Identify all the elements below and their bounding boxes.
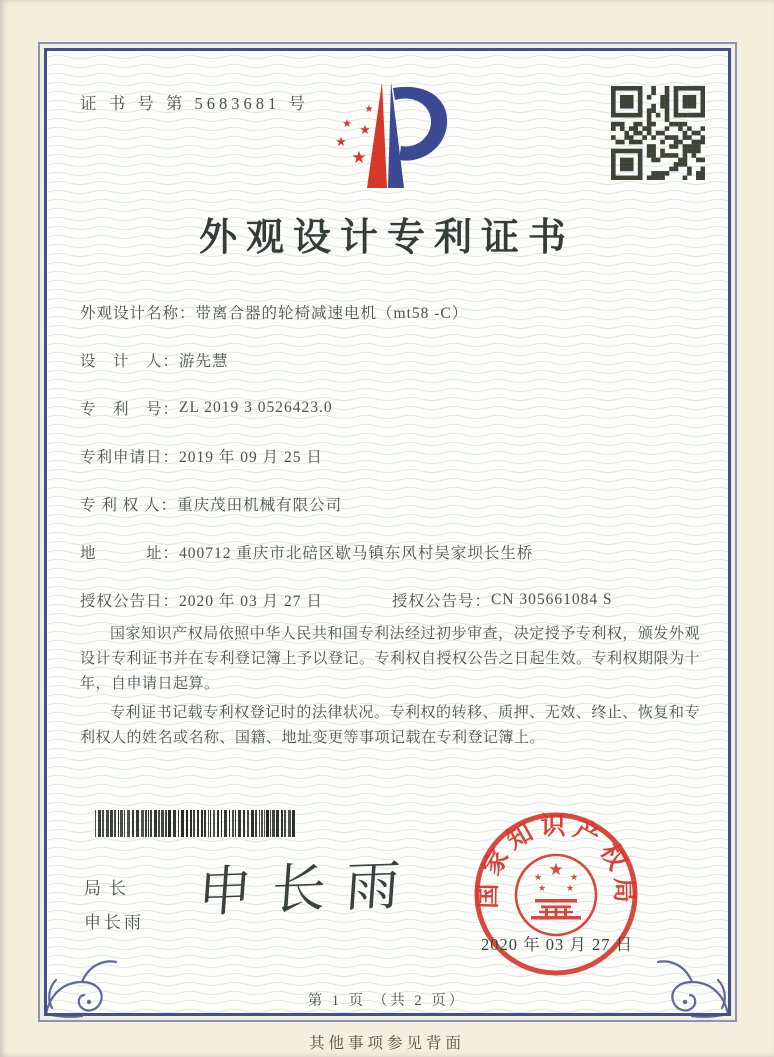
grant-number-pair bbox=[392, 576, 613, 624]
director-title-label: 局长 bbox=[84, 879, 134, 898]
grant-date-label: 授权公告日： bbox=[80, 593, 180, 610]
field-value: 400712 重庆市北碚区歇马镇东风村吴家坝长生桥 bbox=[179, 545, 534, 562]
seal-text: 国家知识产权局 bbox=[474, 813, 638, 909]
field-label: 地 址： bbox=[80, 545, 180, 562]
field-value: 2019 年 09 月 25 日 bbox=[179, 449, 323, 466]
field-label: 设 计 人： bbox=[80, 353, 180, 370]
field-filing-date bbox=[80, 432, 710, 480]
field-designer bbox=[80, 336, 710, 384]
svg-text:★: ★ bbox=[342, 117, 352, 130]
field-patent-number bbox=[80, 384, 710, 432]
field-design-name bbox=[80, 288, 710, 336]
seal-small-star-icon: ★ bbox=[533, 873, 543, 883]
seal-small-star-icon: ★ bbox=[565, 884, 575, 894]
svg-text:★: ★ bbox=[351, 148, 367, 168]
legal-paragraph-2: 专利证书记载专利权登记时的法律状况。专利权的转移、质押、无效、终止、恢复和专利权人的姓名或名称、国籍、地址变更等事项记载在专利登记簿上。 bbox=[80, 705, 700, 746]
field-value: 带离合器的轮椅减速电机（mt58 -C） bbox=[195, 305, 469, 322]
field-label: 专 利 号： bbox=[80, 401, 180, 418]
grant-number-value: CN 305661084 S bbox=[491, 591, 613, 608]
svg-text:★: ★ bbox=[364, 104, 374, 115]
field-address bbox=[80, 528, 710, 576]
corner-ornament-icon bbox=[656, 952, 732, 1022]
field-list bbox=[80, 288, 710, 624]
back-side-note: 其他事项参见背面 bbox=[308, 1035, 465, 1052]
legal-text bbox=[80, 622, 700, 755]
director-signature: 申长雨 bbox=[195, 855, 422, 923]
field-grant-announcement bbox=[80, 576, 710, 624]
seal-big-star-icon: ★ bbox=[548, 860, 564, 880]
corner-ornament-icon bbox=[42, 952, 118, 1022]
page-number: 第 1 页 （共 2 页） bbox=[307, 993, 467, 1009]
cnipa-logo-icon bbox=[303, 66, 475, 196]
director-name-label: 申长雨 bbox=[84, 913, 144, 932]
field-label: 外观设计名称： bbox=[80, 305, 196, 322]
seal-small-star-icon: ★ bbox=[569, 873, 579, 883]
svg-text:★: ★ bbox=[335, 135, 347, 150]
field-patentee bbox=[80, 480, 710, 528]
field-label: 专 利 权 人： bbox=[80, 497, 178, 514]
certificate-title: 外观设计专利证书 bbox=[198, 217, 575, 259]
field-label: 专利申请日： bbox=[80, 449, 180, 466]
svg-text:★: ★ bbox=[359, 123, 371, 138]
grant-date-value: 2020 年 03 月 27 日 bbox=[179, 593, 323, 610]
seal-small-star-icon: ★ bbox=[537, 884, 547, 894]
qr-code bbox=[611, 86, 705, 180]
field-value: 重庆茂田机械有限公司 bbox=[177, 497, 343, 514]
barcode bbox=[95, 810, 297, 837]
legal-paragraph-1: 国家知识产权局依照中华人民共和国专利法经过初步审查，决定授予专利权，颁发外观设计专利证书并在专利登记簿上予以登记。专利权自授权公告之日起生效。专利权期限为十年，自申请日起算。 bbox=[80, 626, 701, 692]
certificate-number: 证 书 号 第 5683681 号 bbox=[80, 94, 309, 113]
grant-number-label: 授权公告号： bbox=[392, 593, 492, 610]
field-value: ZL 2019 3 0526423.0 bbox=[179, 399, 333, 416]
field-value: 游先慧 bbox=[179, 353, 229, 370]
seal-date: 2020 年 03 月 27 日 bbox=[480, 935, 634, 954]
